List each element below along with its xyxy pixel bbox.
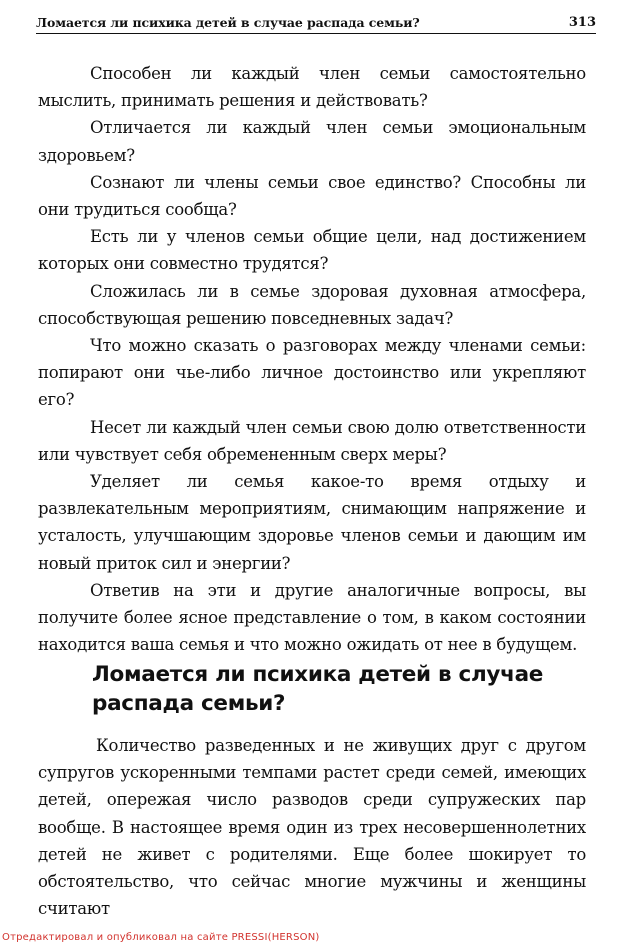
body-text [38,60,586,658]
running-header [36,8,596,30]
paragraph: Несет ли каждый член семьи свою долю ответственности или чувствует себя обремененным сверх меры? [38,417,586,464]
page-number: 313 [568,15,596,30]
paragraph: Есть ли у членов семьи общие цели, над достижением которых они совместно трудятся? [38,227,586,274]
footer-credit: Отредактировал и опубликовал на сайте PRESSI(HERSON) [2,932,320,943]
paragraph: Ответив на эти и другие аналогичные вопросы, вы получите более ясное представление о том, в каком состоянии находится ваша семья и что можно ожидать от нее в будущем. [38,580,586,655]
running-title: Ломается ли психика детей в случае распада семьи? [36,15,420,30]
paragraph: Способен ли каждый член семьи самостоятельно мыслить, принимать решения и действовать? [38,64,586,111]
paragraph: Что можно сказать о разговорах между членами семьи: попирают они чье-либо личное достоинство или укрепляют его? [38,336,586,410]
section-text [38,732,586,922]
section-heading: Ломается ли психика детей в случае распада семьи? [92,662,544,716]
paragraph: Сознают ли члены семьи свое единство? Способны ли они трудиться сообща? [38,172,586,220]
paragraph: Отличается ли каждый член семьи эмоциональным здоровьем? [38,118,586,165]
paragraph: Сложилась ли в семье здоровая духовная атмосфера, способствующая решению повседневных задач? [38,281,586,328]
header-rule [36,33,596,34]
paragraph: Уделяет ли семья какое-то время отдыху и развлекательным мероприятиям, снимающим напряжение и усталость, улучшающим здоровье членов семьи и дающим им новый приток сил и энергии? [38,472,586,573]
section-paragraph: Количество разведенных и не живущих друг с другом супругов ускоренными темпами растет среди семей, имеющих детей, опережая число разводов среди супружеских пар вообще. В настоящее время один из трех несовершеннолетних детей не живет с родителями. Еще более шокирует то обстоятельство, что сейчас многие мужчины и женщины считают [38,736,586,919]
